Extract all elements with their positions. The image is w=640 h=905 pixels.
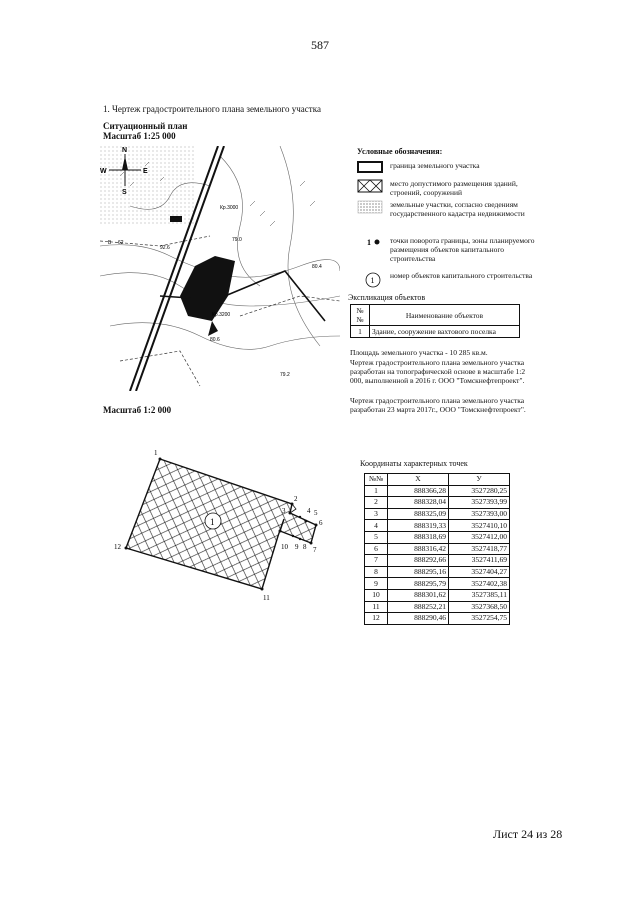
vertex-label: 11	[263, 594, 270, 602]
coord-cell: 888319,33	[388, 520, 449, 532]
explication-cell: Здание, сооружение вахтового поселка	[370, 326, 520, 338]
explication-cell: 1	[351, 326, 370, 338]
legend-title: Условные обозначения:	[357, 147, 443, 156]
map-label: 80.6	[210, 337, 220, 343]
coord-header: №№	[365, 474, 388, 486]
table-row	[365, 543, 510, 555]
explication-header: Наименование объектов	[370, 305, 520, 326]
svg-text:1: 1	[367, 238, 371, 247]
coord-header: X	[388, 474, 449, 486]
sheet-number: Лист 24 из 28	[493, 827, 563, 841]
map-label: 80.4	[312, 264, 322, 270]
legend-text: точки поворота границы, зоны планируемого размещения объектов капитального строительства	[390, 236, 535, 263]
legend-text: земельные участки, согласно сведениям государственного кадастра недвижимости	[390, 200, 525, 218]
coord-cell: 888366,28	[388, 485, 449, 497]
coord-cell: 7	[365, 555, 388, 567]
coord-cell: 3527393,00	[449, 508, 510, 520]
coord-cell: 1	[365, 485, 388, 497]
section-heading: 1. Чертеж градостроительного плана земельного участка	[103, 104, 321, 114]
coordinates-title: Координаты характерных точек	[360, 459, 468, 468]
coord-cell: 888290,46	[388, 613, 449, 625]
plan-scale: Масштаб 1:2 000	[103, 405, 172, 415]
coord-cell: 888295,16	[388, 566, 449, 578]
coord-cell: 3527254,75	[449, 613, 510, 625]
coordinates-table	[364, 473, 510, 625]
coord-cell: 3527368,50	[449, 601, 510, 613]
explication-header: №№	[351, 305, 370, 326]
table-row	[365, 613, 510, 625]
coord-cell: 9	[365, 578, 388, 590]
dotted-area-symbol-icon	[357, 200, 383, 214]
situation-map	[100, 146, 340, 391]
coord-cell: 888328,04	[388, 497, 449, 509]
page-number: 587	[311, 38, 329, 52]
coord-cell: 888316,42	[388, 543, 449, 555]
table-row	[365, 578, 510, 590]
drawn-text: Чертеж градостроительного плана земельного участка разработан 23 марта 2017г., ООО "Томскнефтепроект".	[350, 396, 526, 414]
boundary-symbol-icon	[357, 161, 383, 173]
table-row	[365, 555, 510, 567]
coord-cell: 888292,66	[388, 555, 449, 567]
coord-cell: 3527385,11	[449, 589, 510, 601]
explication-table	[350, 304, 520, 338]
site-plan	[110, 445, 335, 615]
coord-cell: 888318,69	[388, 531, 449, 543]
coord-cell: 4	[365, 520, 388, 532]
vertex-label: 10	[281, 543, 288, 551]
legend-text: граница земельного участка	[390, 161, 480, 170]
situation-plan-title: Ситуационный план	[103, 121, 188, 131]
vertex-label: 12	[114, 543, 121, 551]
map-label: 79.0	[232, 237, 242, 243]
table-row	[365, 566, 510, 578]
coord-cell: 3527410,10	[449, 520, 510, 532]
map-label: 62	[118, 240, 124, 246]
map-label: 92.6	[160, 245, 170, 251]
coord-cell: 3	[365, 508, 388, 520]
coord-cell: 3527418,77	[449, 543, 510, 555]
map-label: Кр.3200	[212, 312, 231, 318]
circled-number-icon	[357, 271, 383, 289]
coord-cell: 888295,79	[388, 578, 449, 590]
coord-cell: 12	[365, 613, 388, 625]
table-row	[365, 531, 510, 543]
vertex-label: 5	[314, 509, 318, 517]
legend-text: номер объектов капитального строительства	[390, 271, 533, 280]
vertex-label: 7	[313, 546, 317, 554]
coord-cell: 6	[365, 543, 388, 555]
vertex-label: 9	[295, 543, 299, 551]
coord-cell: 11	[365, 601, 388, 613]
legend-text: место допустимого размещения зданий, строений, сооружений	[390, 179, 518, 197]
vertex-label: 6	[319, 519, 323, 527]
vertex-label: 4	[307, 507, 311, 515]
table-row	[365, 601, 510, 613]
coord-cell: 3527404,27	[449, 566, 510, 578]
coord-cell: 3527411,69	[449, 555, 510, 567]
coord-cell: 2	[365, 497, 388, 509]
map-label: Кр.3000	[220, 205, 239, 211]
coord-cell: 8	[365, 566, 388, 578]
compass-n: N	[122, 147, 128, 154]
area-text: Площадь земельного участка - 10 285 кв.м.	[350, 348, 488, 357]
vertex-label: 8	[303, 543, 307, 551]
table-row	[365, 485, 510, 497]
coord-cell: 5	[365, 531, 388, 543]
situation-plan-scale: Масштаб 1:25 000	[103, 131, 176, 141]
compass-e: E	[143, 168, 148, 175]
table-row	[365, 589, 510, 601]
coord-cell: 888325,09	[388, 508, 449, 520]
coord-cell: 888301,62	[388, 589, 449, 601]
table-row	[365, 520, 510, 532]
compass-s: S	[122, 189, 127, 196]
coord-cell: 10	[365, 589, 388, 601]
vertex-label: 2	[294, 495, 298, 503]
coord-cell: 3527402,38	[449, 578, 510, 590]
coord-cell: 888252,21	[388, 601, 449, 613]
object-number: 1	[210, 517, 215, 527]
explication-title: Экспликация объектов	[348, 293, 426, 302]
coord-cell: 3527393,99	[449, 497, 510, 509]
topo-text: Чертеж градостроительного плана земельного участка разработан на топографической основе в масштабе 1:2 000, выполненной в 2016 г. ООО "Томскнефтепроект".	[350, 358, 526, 385]
compass-w: W	[100, 168, 107, 175]
point-marker-icon	[357, 236, 383, 248]
crosshatch-symbol-icon	[357, 179, 383, 193]
table-row	[365, 508, 510, 520]
svg-text:1: 1	[370, 276, 375, 285]
coord-cell: 3527412,00	[449, 531, 510, 543]
vertex-label: 3	[282, 507, 286, 515]
table-row	[365, 497, 510, 509]
map-label: B	[108, 240, 112, 246]
vertex-label: 1	[154, 449, 158, 457]
coord-cell: 3527280,25	[449, 485, 510, 497]
map-label: 79.2	[280, 372, 290, 378]
coord-header: У	[449, 474, 510, 486]
